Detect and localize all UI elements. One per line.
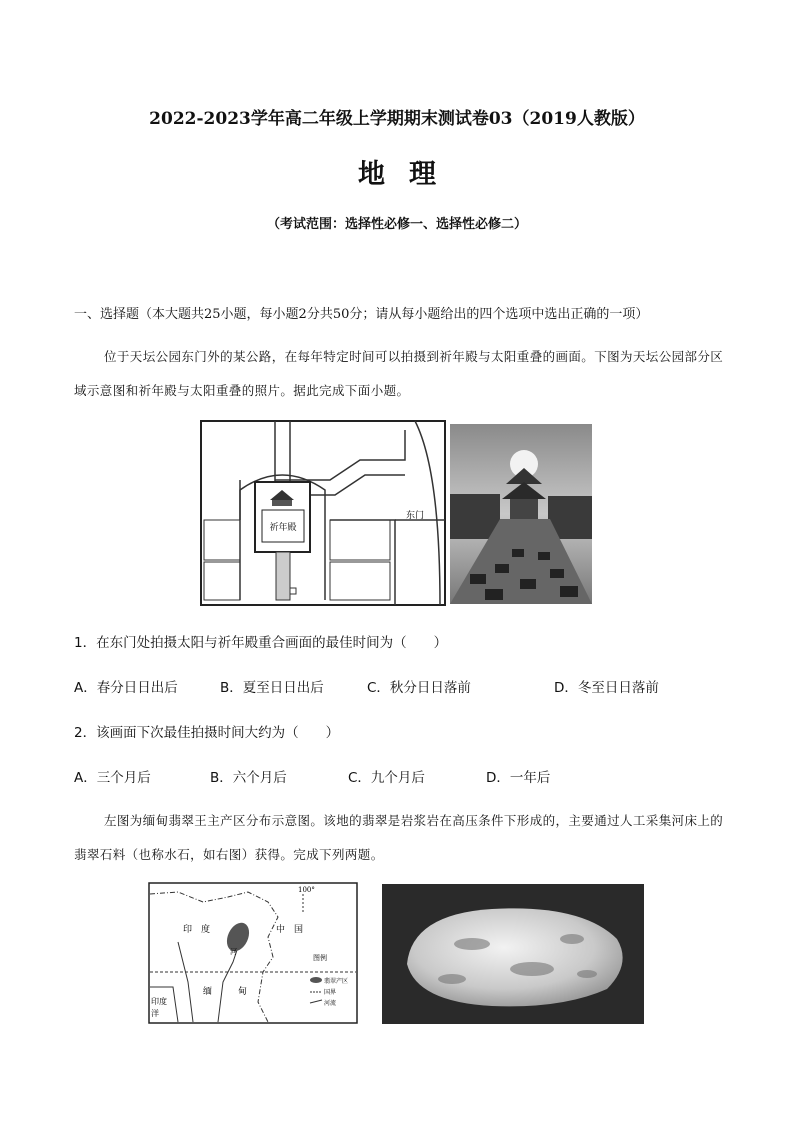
- temple-body-icon: [510, 499, 538, 519]
- legend-border-label: 国界: [324, 989, 337, 996]
- question-1-stem: 1．在东门处拍摄太阳与祈年殿重合画面的最佳时间为（ ）: [74, 635, 448, 651]
- legend-jade-icon: [310, 977, 322, 983]
- q1-option-d[interactable]: D．冬至日日落前: [554, 680, 659, 696]
- jade-stone-icon: [407, 908, 623, 1006]
- exam-title: 2022-2023学年高二年级上学期期末测试卷03（2019人教版）: [149, 109, 645, 129]
- ocean-label-1: 印度: [151, 997, 167, 1006]
- passage-2: 左图为缅甸翡翠王主产区分布示意图。该地的翡翠是岩浆岩在高压条件下形成的，主要通过人工采集河床上的翡翠石料（也称水石，如右图）获得。完成下列两题。: [74, 813, 724, 862]
- india-label: 印 度: [183, 925, 211, 935]
- ocean-label-2: 洋: [151, 1009, 159, 1018]
- east-gate-label: 东门: [406, 511, 425, 521]
- hall-body-icon: [272, 500, 292, 506]
- q1-option-b[interactable]: B．夏至日日出后: [220, 680, 324, 696]
- passage-1: 位于天坛公园东门外的某公路，在每年特定时间可以拍摄到祈年殿与太阳重叠的画面。下图为天坛公园部分区域示意图和祈年殿与太阳重叠的照片。据此完成下面小题。: [74, 349, 724, 398]
- jade-stone-photo: [382, 884, 644, 1024]
- river-label: 河: [230, 948, 237, 956]
- legend-title: 图例: [313, 954, 327, 962]
- q2-option-c[interactable]: C．九个月后: [348, 770, 425, 786]
- legend-river-label: 河流: [324, 1000, 337, 1007]
- china-label: 中 国: [276, 925, 304, 935]
- q2-option-a[interactable]: A．三个月后: [74, 770, 151, 786]
- subject-title: 地理: [358, 159, 460, 190]
- section-heading: 一、选择题（本大题共25小题，每小题2分共50分；请从每小题给出的四个选项中选出正确的一项）: [74, 307, 649, 322]
- hall-label: 祈年殿: [269, 523, 297, 533]
- q1-option-a[interactable]: A．春分日日出后: [74, 680, 178, 696]
- exam-scope: （考试范围：选择性必修一、选择性必修二）: [266, 217, 527, 232]
- temple-map-figure: [200, 420, 446, 606]
- myanmar-label-2: 甸: [238, 987, 248, 997]
- sun-temple-photo: [450, 424, 592, 604]
- question-2-stem: 2．该画面下次最佳拍摄时间大约为（ ）: [74, 725, 340, 741]
- myanmar-map-figure: [148, 882, 358, 1024]
- legend-jade-label: 翡翠产区: [324, 978, 349, 985]
- causeway: [276, 552, 290, 600]
- myanmar-label-1: 缅: [203, 987, 213, 997]
- q2-option-b[interactable]: B．六个月后: [210, 770, 287, 786]
- q2-option-d[interactable]: D．一年后: [486, 770, 551, 786]
- q1-option-c[interactable]: C．秋分日日落前: [367, 680, 471, 696]
- longitude-label: 100°: [298, 886, 315, 894]
